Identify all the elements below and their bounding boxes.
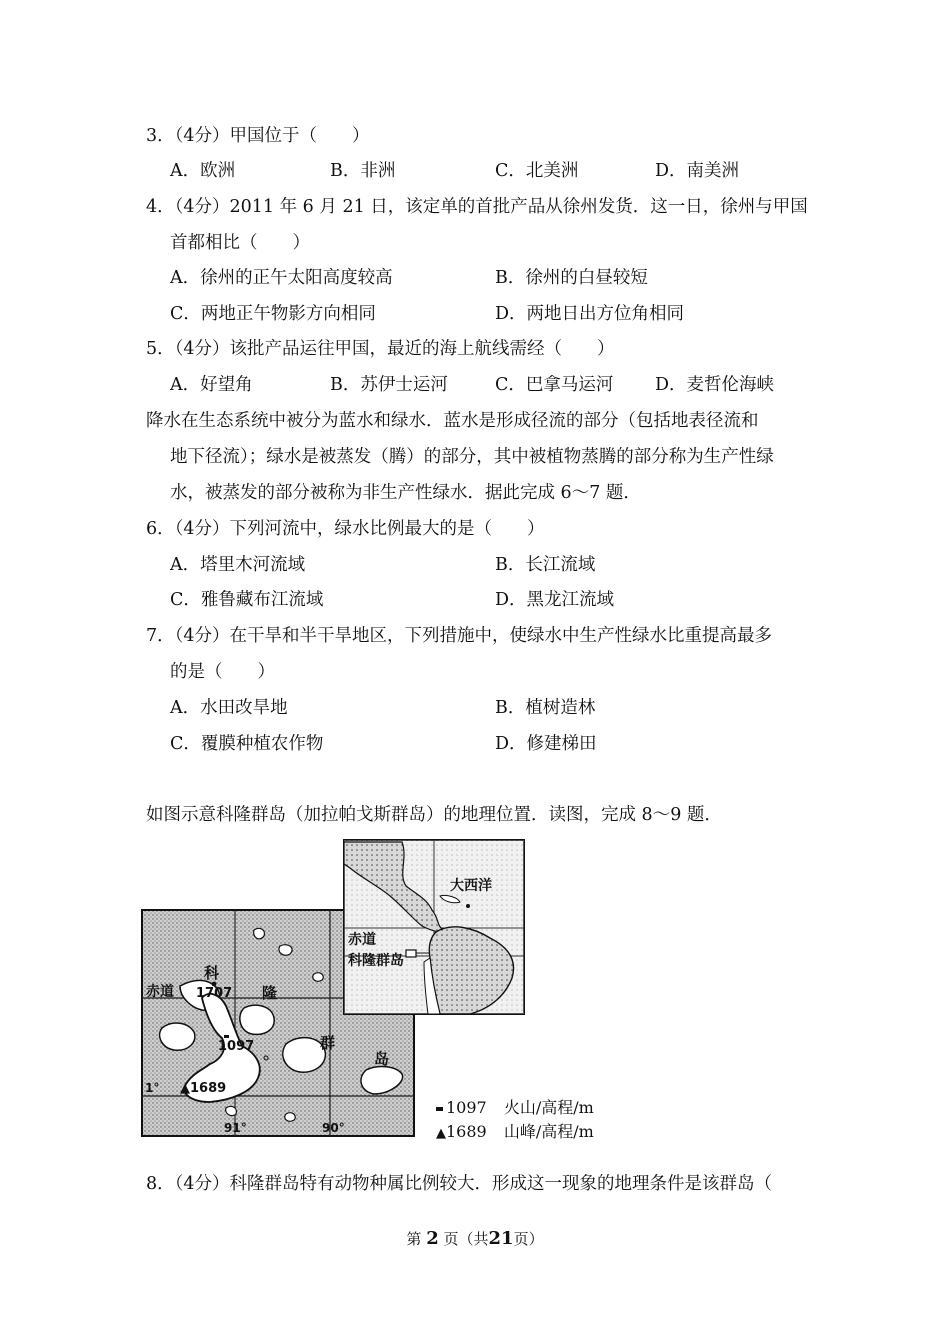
q4-option-b: B．徐州的白昼较短 [495,268,648,288]
q7-option-a: A．水田改旱地 [170,698,288,718]
main-label-dao: 岛 [374,1050,390,1068]
intro-8-9: 如图示意科隆群岛（加拉帕戈斯群岛）的地理位置．读图，完成 8～9 题． [146,805,722,825]
footer-suffix: 页） [513,1230,544,1248]
inset-label-equator: 赤道 [348,932,376,948]
island-floreana [226,1106,237,1115]
main-label-qun: 群 [320,1034,336,1052]
main-label-1689: ▲1689 [180,1081,227,1096]
main-label-1707: 1707 [196,986,233,1001]
q7-stem-line1: 7．（4分）在干旱和半干旱地区，下列措施中，使绿水中生产性绿水比重提高最多 [146,626,773,646]
map-svg [140,838,610,1138]
island-fernandina [160,1023,195,1050]
legend-volcano-label: 火山/高程/m [503,1098,594,1117]
legend-volcano [436,1095,594,1118]
q4-stem-line2: 首都相比（ ） [170,233,310,253]
footer-prefix: 第 [406,1230,422,1248]
main-label-long: 隆 [262,984,278,1002]
footer-mid: 页（共 [443,1230,489,1248]
galapagos-map-figure [140,838,610,1138]
q3-option-d: D．南美洲 [655,161,740,181]
intro-6-7-line2: 地下径流）；绿水是被蒸发（腾）的部分，其中被植物蒸腾的部分称为生产性绿 [170,447,774,467]
q6-option-d: D．黑龙江流域 [495,590,615,610]
q5-option-a: A．好望角 [170,375,253,395]
intro-6-7-line1: 降水在生态系统中被分为蓝水和绿水．蓝水是形成径流的部分（包括地表径流和 [146,411,759,431]
q3-stem: 3．（4分）甲国位于（ ） [146,126,370,146]
main-label-1097: 1097 [218,1039,255,1054]
q8-stem: 8．（4分）科隆群岛特有动物种属比例较大．形成这一现象的地理条件是该群岛（ [146,1174,773,1194]
page-footer [0,1228,950,1249]
q4-option-d: D．两地日出方位角相同 [495,304,685,324]
inset-map [344,840,524,1014]
q7-stem-line2: 的是（ ） [170,662,275,682]
q6-option-b: B．长江流域 [495,555,596,575]
intro-6-7-line3: 水，被蒸发的部分被称为非生产性绿水．据此完成 6～7 题． [170,483,641,503]
q4-stem-line1: 4．（4分）2011 年 6 月 21 日，该定单的首批产品从徐州发货．这一日，徐州与甲国 [146,197,808,217]
island-small-2 [279,945,292,956]
q3-option-a: A．欧洲 [170,161,236,181]
inset-label-islands: 科隆群岛 [348,953,404,969]
q7-option-d: D．修建梯田 [495,734,597,754]
volcano-1097-marker [224,1035,229,1038]
q5-stem: 5．（4分）该批产品运往甲国，最近的海上航线需经（ ） [146,339,615,359]
inset-galapagos-marker [406,950,416,957]
q6-option-a: A．塔里木河流域 [170,555,306,575]
q6-option-c: C．雅鲁藏布江流域 [170,590,324,610]
q5-option-b: B．苏伊士运河 [330,375,448,395]
inset-label-atlantic: 大西洋 [450,878,492,894]
q3-option-b: B．非洲 [330,161,396,181]
main-label-lon91: 91° [224,1121,247,1135]
q6-stem: 6．（4分）下列河流中，绿水比例最大的是（ ） [146,519,545,539]
footer-page-number: 2 [426,1228,439,1249]
main-label-lon90: 90° [322,1121,345,1135]
island-small-1 [254,928,265,938]
island-small-3 [313,973,324,982]
inset-caribbean-dot [466,904,470,908]
legend-peak-label: 山峰/高程/m [503,1122,594,1141]
q7-option-b: B．植树造林 [495,698,596,718]
main-label-lat1: 1° [145,1081,160,1095]
main-label-equator: 赤道 [146,984,174,1000]
legend-peak-value: 1689 [446,1122,487,1141]
q4-option-c: C．两地正午物影方向相同 [170,304,376,324]
island-santiago [240,1005,274,1034]
legend-volcano-value: 1097 [446,1098,487,1117]
q5-option-d: D．麦哲伦海峡 [655,375,775,395]
peak-triangle-icon: ▲ [436,1126,446,1141]
volcano-legend-icon [436,1107,443,1111]
footer-total-pages: 21 [488,1228,514,1249]
legend-peak [436,1119,594,1142]
q5-option-c: C．巴拿马运河 [495,375,614,395]
q7-option-c: C．覆膜种植农作物 [170,734,324,754]
main-label-ke: 科 [204,964,220,982]
q3-option-c: C．北美洲 [495,161,579,181]
q4-option-a: A．徐州的正午太阳高度较高 [170,268,393,288]
island-small-4 [285,1113,296,1122]
